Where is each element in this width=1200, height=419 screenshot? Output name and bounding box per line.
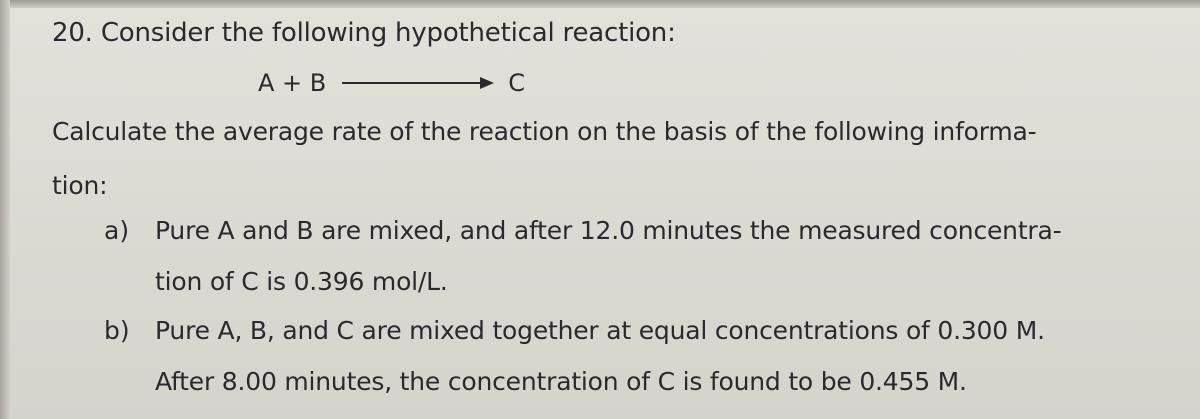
part-b-line-2: After 8.00 minutes, the concentration of C is found to be 0.455 M.: [155, 367, 967, 396]
page-edge-top: [0, 0, 1200, 8]
instruction-line-1: Calculate the average rate of the reaction on the basis of the following informa-: [52, 117, 1037, 146]
page-edge-left: [0, 0, 10, 419]
reaction-arrow-icon: [342, 68, 494, 98]
instruction-line-2: tion:: [52, 171, 108, 200]
part-a-line-2: tion of C is 0.396 mol/L.: [155, 267, 448, 296]
part-a-label: a): [104, 216, 130, 245]
question-title: 20. Consider the following hypothetical reaction:: [52, 18, 676, 48]
part-b-label: b): [104, 316, 130, 345]
part-b-line-1: Pure A, B, and C are mixed together at equal concentrations of 0.300 M.: [155, 316, 1045, 345]
reactants: A + B: [258, 69, 327, 97]
part-a-line-1: Pure A and B are mixed, and after 12.0 minutes the measured concentra-: [155, 216, 1062, 245]
product: C: [508, 69, 526, 97]
reaction-equation: [258, 68, 525, 98]
